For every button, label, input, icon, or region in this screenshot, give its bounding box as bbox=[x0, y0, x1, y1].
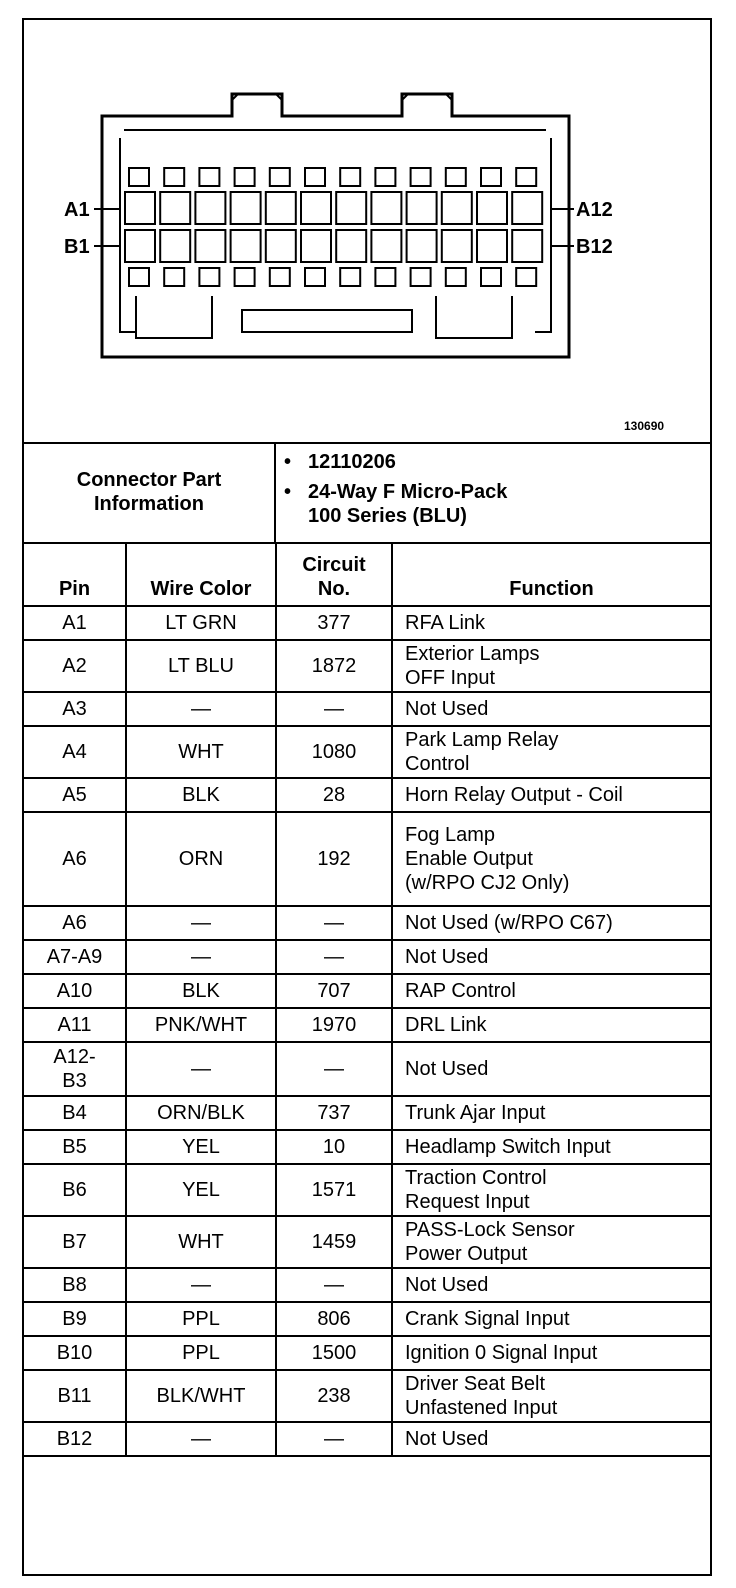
pin-cavity-a bbox=[442, 192, 472, 224]
pin-latch-bottom bbox=[305, 268, 325, 286]
function-cell: Horn Relay Output - Coil bbox=[392, 778, 710, 812]
pin-cavity-a bbox=[160, 192, 190, 224]
pin-cell: A11 bbox=[24, 1008, 126, 1042]
pin-cavity-a bbox=[477, 192, 507, 224]
function-cell: Not Used bbox=[392, 1268, 710, 1302]
pin-latch-top bbox=[516, 168, 536, 186]
function-cell: Trunk Ajar Input bbox=[392, 1096, 710, 1130]
circuit-cell: 238 bbox=[276, 1370, 392, 1422]
pin-latch-top bbox=[481, 168, 501, 186]
function-cell: Traction Control Request Input bbox=[392, 1164, 710, 1216]
function-cell: DRL Link bbox=[392, 1008, 710, 1042]
info-item bbox=[278, 450, 708, 474]
pin-latch-top bbox=[375, 168, 395, 186]
pin-latch-top bbox=[340, 168, 360, 186]
pin-latch-bottom bbox=[129, 268, 149, 286]
table-row bbox=[24, 1130, 710, 1164]
pin-latch-top bbox=[164, 168, 184, 186]
pin-cavity-b bbox=[160, 230, 190, 262]
pin-cavity-a bbox=[512, 192, 542, 224]
wire-color-cell: YEL bbox=[126, 1164, 276, 1216]
circuit-cell: — bbox=[276, 1042, 392, 1096]
pin-cell: B7 bbox=[24, 1216, 126, 1268]
function-cell: Not Used bbox=[392, 940, 710, 974]
pin-cavity-b bbox=[266, 230, 296, 262]
table-row bbox=[24, 1302, 710, 1336]
wire-color-cell: — bbox=[126, 692, 276, 726]
housing-outline bbox=[102, 94, 569, 357]
pin-latch-top bbox=[235, 168, 255, 186]
pin-latch-bottom bbox=[446, 268, 466, 286]
table-row bbox=[24, 778, 710, 812]
document-frame bbox=[22, 18, 712, 1576]
pin-cell: A1 bbox=[24, 606, 126, 640]
pin-cavity-a bbox=[231, 192, 261, 224]
connector-part-info-label: Connector Part Information bbox=[24, 442, 276, 542]
circuit-cell: 1970 bbox=[276, 1008, 392, 1042]
connector-part-info-list bbox=[278, 450, 708, 534]
pin-cell: A6 bbox=[24, 812, 126, 906]
pin-cell: A5 bbox=[24, 778, 126, 812]
circuit-cell: 1571 bbox=[276, 1164, 392, 1216]
table-row bbox=[24, 1042, 710, 1096]
circuit-cell: — bbox=[276, 906, 392, 940]
pin-latch-bottom bbox=[270, 268, 290, 286]
pinout-table bbox=[24, 542, 710, 1457]
pin-cell: A4 bbox=[24, 726, 126, 778]
pin-cavity-b bbox=[301, 230, 331, 262]
pin-cavity-b bbox=[442, 230, 472, 262]
pin-cell: B11 bbox=[24, 1370, 126, 1422]
function-cell: PASS-Lock Sensor Power Output bbox=[392, 1216, 710, 1268]
function-cell: Fog Lamp Enable Output (w/RPO CJ2 Only) bbox=[392, 812, 710, 906]
wire-color-cell: — bbox=[126, 906, 276, 940]
pin-latch-bottom bbox=[411, 268, 431, 286]
pin-cavity-a bbox=[407, 192, 437, 224]
wire-color-cell: PPL bbox=[126, 1336, 276, 1370]
function-cell: Not Used bbox=[392, 692, 710, 726]
pin-cavity-a bbox=[125, 192, 155, 224]
pin-latch-bottom bbox=[235, 268, 255, 286]
pin-cavity-a bbox=[371, 192, 401, 224]
table-row bbox=[24, 940, 710, 974]
table-row bbox=[24, 726, 710, 778]
pin-cavity-a bbox=[266, 192, 296, 224]
circuit-cell: 1500 bbox=[276, 1336, 392, 1370]
pin-cell: B10 bbox=[24, 1336, 126, 1370]
circuit-cell: 10 bbox=[276, 1130, 392, 1164]
pin-cell: B5 bbox=[24, 1130, 126, 1164]
pin-cell: A12- B3 bbox=[24, 1042, 126, 1096]
pin-latch-top bbox=[446, 168, 466, 186]
table-row bbox=[24, 1096, 710, 1130]
table-row bbox=[24, 692, 710, 726]
pin-cavity-b bbox=[512, 230, 542, 262]
wire-color-cell: WHT bbox=[126, 1216, 276, 1268]
circuit-cell: — bbox=[276, 692, 392, 726]
table-row bbox=[24, 974, 710, 1008]
header-pin: Pin bbox=[24, 542, 126, 606]
header-row bbox=[24, 542, 710, 606]
pin-cell: B8 bbox=[24, 1268, 126, 1302]
function-cell: Ignition 0 Signal Input bbox=[392, 1336, 710, 1370]
pin-cavity-b bbox=[231, 230, 261, 262]
function-cell: Not Used (w/RPO C67) bbox=[392, 906, 710, 940]
pin-cavity-b bbox=[195, 230, 225, 262]
wire-color-cell: BLK bbox=[126, 778, 276, 812]
bullet-icon: • bbox=[284, 451, 292, 473]
pin-cavity-a bbox=[301, 192, 331, 224]
pin-cavity-b bbox=[371, 230, 401, 262]
connector-drawing bbox=[24, 20, 710, 442]
pin-cell: A7-A9 bbox=[24, 940, 126, 974]
connector-diagram bbox=[24, 20, 710, 444]
pin-cavity-b bbox=[477, 230, 507, 262]
wire-color-cell: BLK bbox=[126, 974, 276, 1008]
table-row bbox=[24, 1164, 710, 1216]
circuit-cell: 28 bbox=[276, 778, 392, 812]
wire-color-cell: ORN/BLK bbox=[126, 1096, 276, 1130]
pin-latch-top bbox=[270, 168, 290, 186]
table-row bbox=[24, 906, 710, 940]
circuit-cell: 1459 bbox=[276, 1216, 392, 1268]
wire-color-cell: — bbox=[126, 940, 276, 974]
table-row bbox=[24, 1008, 710, 1042]
label-a12: A12 bbox=[576, 199, 613, 221]
pin-latch-bottom bbox=[340, 268, 360, 286]
pin-cavity-b bbox=[125, 230, 155, 262]
connector-part-info bbox=[24, 442, 710, 544]
function-cell: RAP Control bbox=[392, 974, 710, 1008]
function-cell: Park Lamp Relay Control bbox=[392, 726, 710, 778]
circuit-cell: 192 bbox=[276, 812, 392, 906]
figure-number: 130690 bbox=[624, 419, 665, 433]
table-row bbox=[24, 812, 710, 906]
part-number: 12110206 bbox=[308, 451, 396, 473]
pin-latch-top bbox=[305, 168, 325, 186]
table-row bbox=[24, 1422, 710, 1456]
pin-cell: A3 bbox=[24, 692, 126, 726]
circuit-cell: 1872 bbox=[276, 640, 392, 692]
pin-cavity-a bbox=[336, 192, 366, 224]
table-row bbox=[24, 640, 710, 692]
pin-latch-bottom bbox=[199, 268, 219, 286]
pin-cell: A2 bbox=[24, 640, 126, 692]
function-cell: Not Used bbox=[392, 1042, 710, 1096]
circuit-cell: — bbox=[276, 1422, 392, 1456]
wire-color-cell: PPL bbox=[126, 1302, 276, 1336]
connector-description: 24-Way F Micro-Pack 100 Series (BLU) bbox=[308, 481, 508, 527]
function-cell: Driver Seat Belt Unfastened Input bbox=[392, 1370, 710, 1422]
header-function: Function bbox=[392, 542, 710, 606]
circuit-cell: 1080 bbox=[276, 726, 392, 778]
pin-latch-bottom bbox=[516, 268, 536, 286]
pin-latch-bottom bbox=[164, 268, 184, 286]
function-cell: Not Used bbox=[392, 1422, 710, 1456]
wire-color-cell: WHT bbox=[126, 726, 276, 778]
header-wire-color: Wire Color bbox=[126, 542, 276, 606]
pin-cavity-a bbox=[195, 192, 225, 224]
wire-color-cell: — bbox=[126, 1042, 276, 1096]
pin-cavity-b bbox=[336, 230, 366, 262]
pin-cell: B12 bbox=[24, 1422, 126, 1456]
header-circuit: Circuit No. bbox=[276, 542, 392, 606]
circuit-cell: — bbox=[276, 1268, 392, 1302]
wire-color-cell: — bbox=[126, 1422, 276, 1456]
wire-color-cell: BLK/WHT bbox=[126, 1370, 276, 1422]
pin-latch-top bbox=[411, 168, 431, 186]
table-row bbox=[24, 1336, 710, 1370]
label-b1: B1 bbox=[64, 236, 90, 258]
pin-cell: B9 bbox=[24, 1302, 126, 1336]
pin-cavity-b bbox=[407, 230, 437, 262]
pin-latch-bottom bbox=[481, 268, 501, 286]
table-row bbox=[24, 1216, 710, 1268]
table-row bbox=[24, 1370, 710, 1422]
pin-cell: A6 bbox=[24, 906, 126, 940]
bullet-icon: • bbox=[284, 481, 292, 503]
wire-color-cell: LT GRN bbox=[126, 606, 276, 640]
wire-color-cell: YEL bbox=[126, 1130, 276, 1164]
pin-cell: A10 bbox=[24, 974, 126, 1008]
function-cell: Crank Signal Input bbox=[392, 1302, 710, 1336]
function-cell: RFA Link bbox=[392, 606, 710, 640]
label-b12: B12 bbox=[576, 236, 613, 258]
circuit-cell: 737 bbox=[276, 1096, 392, 1130]
pin-latch-bottom bbox=[375, 268, 395, 286]
label-a1: A1 bbox=[64, 199, 90, 221]
pin-cell: B6 bbox=[24, 1164, 126, 1216]
pin-cell: B4 bbox=[24, 1096, 126, 1130]
info-item bbox=[278, 480, 708, 528]
wire-color-cell: LT BLU bbox=[126, 640, 276, 692]
circuit-cell: 377 bbox=[276, 606, 392, 640]
wire-color-cell: PNK/WHT bbox=[126, 1008, 276, 1042]
function-cell: Headlamp Switch Input bbox=[392, 1130, 710, 1164]
circuit-cell: 806 bbox=[276, 1302, 392, 1336]
pin-latch-top bbox=[199, 168, 219, 186]
table-row bbox=[24, 1268, 710, 1302]
wire-color-cell: ORN bbox=[126, 812, 276, 906]
function-cell: Exterior Lamps OFF Input bbox=[392, 640, 710, 692]
circuit-cell: 707 bbox=[276, 974, 392, 1008]
circuit-cell: — bbox=[276, 940, 392, 974]
wire-color-cell: — bbox=[126, 1268, 276, 1302]
table-row bbox=[24, 606, 710, 640]
pin-latch-top bbox=[129, 168, 149, 186]
